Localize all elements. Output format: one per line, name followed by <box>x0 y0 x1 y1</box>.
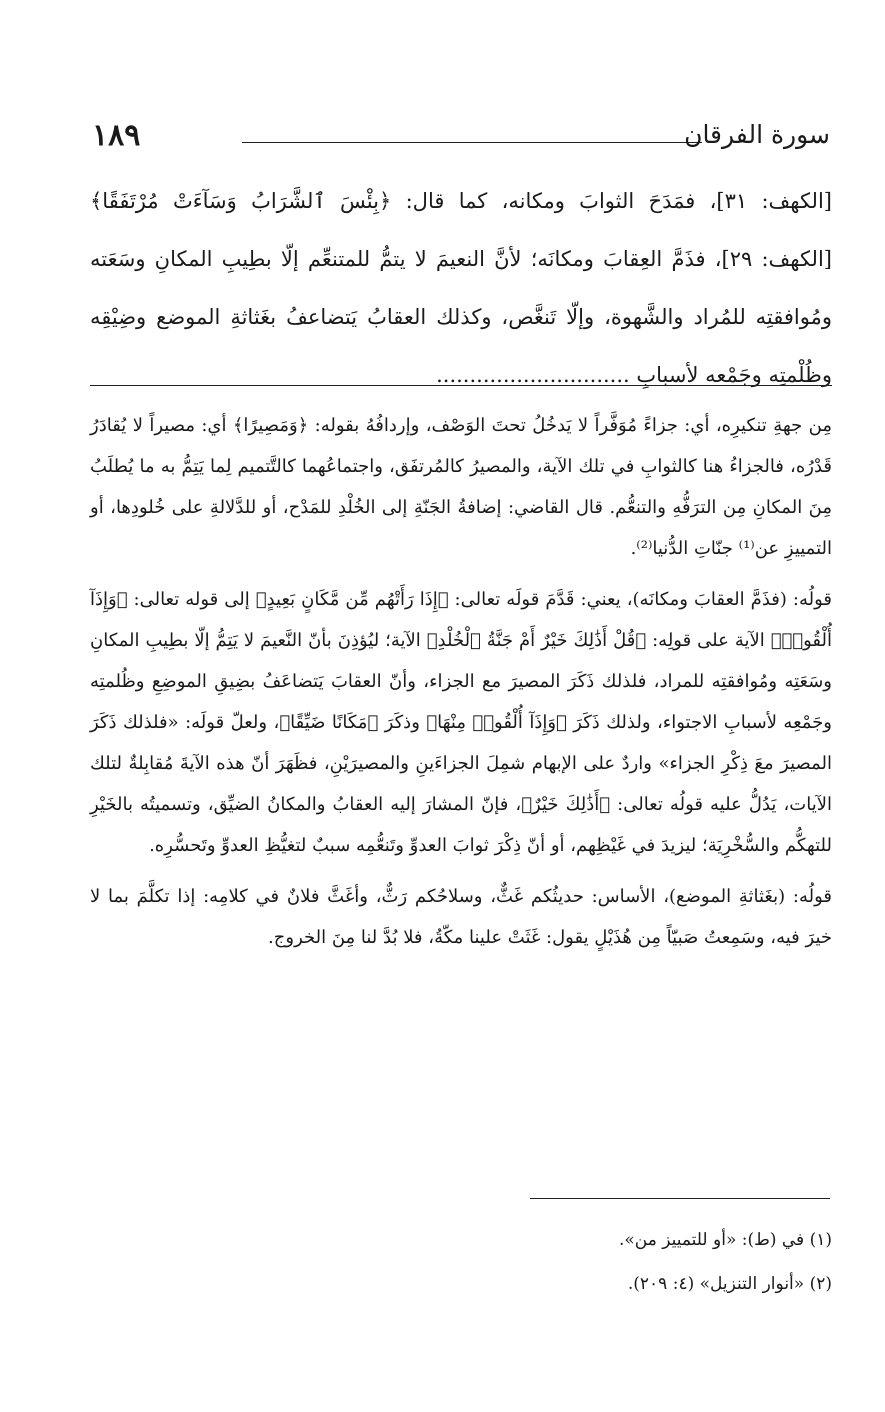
footnote-rule <box>530 1198 830 1199</box>
footnotes <box>90 1218 832 1306</box>
commentary-paragraph: مِن جهةِ تنكيرِه، أي: جزاءً مُوَفَّراً لا يَدخُلُ تحتَ الوَصْف، وإردافُهُ بقوله: ﴿وَمَصِيرًا﴾ أي: مصيراً لا يُقادَرُ قَدْرُه، فالجزاءُ هنا كالثوابِ في تلك الآية، والمصيرُ كالمُرتفَق، واجتماعُهما كالتَّتميم لِما يَتِمُّ به ما يُطلَبُ مِنَ المكانِ مِن الترَفُّهِ والتنعُّم. قال القاضي: إضافةُ الجَنّةِ إلى الخُلْدِ للمَدْح، أو للدَّلالةِ على خُلودِها، أو التمييزِ عن⁽¹⁾ جنّاتِ الدُّنيا⁽²⁾. <box>90 415 832 559</box>
footnote-item: (٢) «أنوار التنزيل» (٤: ٢٠٩). <box>627 1274 832 1294</box>
commentary-paragraph: قولُه: (بغَثاثةِ الموضع)، الأساس: حديثُكم غَثٌّ، وسلاحُكم رَثٌّ، وأغَثَّ فلانٌ في كلامِه: إذا تكلَّمَ بما لا خيرَ فيه، وسَمِعتُ صَبيّاً مِن هُذَيْلٍ يقول: غَثَتْ علينا مكّةُ، فلا بُدَّ لنا مِنَ الخروج. <box>90 886 832 948</box>
footnote-item: (١) في (ط): «أو للتمييز من». <box>618 1230 832 1250</box>
main-text-block <box>90 172 832 404</box>
commentary-block <box>90 405 832 968</box>
text-separator <box>90 385 832 386</box>
main-paragraph: [الكهف: ٣١]، فمَدَحَ الثوابَ ومكانه، كما قال: ﴿بِئْسَ ٱلشَّرَابُ وَسَآءَتْ مُرْتَفَقًا﴾ [الكهف: ٢٩]، فذَمَّ العِقابَ ومكانَه؛ لأنَّ النعيمَ لا يتمُّ للمتنعِّم إلّا بطِيبِ المكانِ وسَعَته ومُوافقتِه للمُراد والشَّهوة، وإلّا تَنغَّص، وكذلك العقابُ يَتضاعفُ بغَثاثةِ الموضع وضِيْقِه وظُلْمتِه وجَمْعه لأسبابِ ............................. <box>90 189 832 387</box>
page-number: ١٨٩ <box>92 118 141 153</box>
page-header <box>90 118 830 158</box>
header-rule <box>242 142 702 143</box>
surah-title: سورة الفرقان <box>684 120 830 149</box>
commentary-paragraph: قولُه: (فذَمَّ العقابَ ومكانَه)، يعني: قَدَّمَ قولَه تعالى: ﴿إِذَا رَأَتْهُم مِّن مَّكَانٍ بَعِيدٍ﴾ إلى قوله تعالى: ﴿وَإِذَآ أُلْقُوا۟﴾ الآية على قولِه: ﴿قُلْ أَذَٰلِكَ خَيْرٌ أَمْ جَنَّةُ ٱلْخُلْدِ﴾ الآية؛ ليُؤذِنَ بأنّ النَّعيمَ لا يَتِمُّ إلّا بطِيبِ المكانِ وسَعَتِه ومُوافقتِه للمراد، فلذلك ذَكَرَ المصيرَ مع الجزاء، وأنّ العقابَ يَتضاعَفُ بضِيقِ الموضِعِ وظُلمتِه وجَمْعِه لأسبابِ الاجتواء، ولذلك ذَكَرَ ﴿وَإِذَآ أُلْقُوا۟ مِنْهَا﴾ وذكَرَ ﴿مَكَانًا ضَيِّقًا﴾، ولعلّ قولَه: «فلذلك ذَكَرَ المصيرَ معَ ذِكْرِ الجزاء» واردٌ على الإبهام شمِلَ الجزاءَينِ والمصيرَيْنِ، فظَهَرَ أنّ هذه الآيةَ مُقابِلةٌ لتلك الآيات، يَدُلُّ عليه قولُه تعالى: ﴿أَذَٰلِكَ خَيْرٌ﴾، فإنّ المشارَ إليه العقابُ والمكانُ الضيِّق، وتسميتُه بالخَيْرِ للتهكُّم والسُّخْرِيَة؛ ليزيدَ في غَيْظِهم، أو أنّ ذِكْرَ ثوابَ العدوِّ وتَنعُّمِه سببٌ لتغيُّظِ العدوِّ وتَحسُّرِه. <box>90 589 832 856</box>
